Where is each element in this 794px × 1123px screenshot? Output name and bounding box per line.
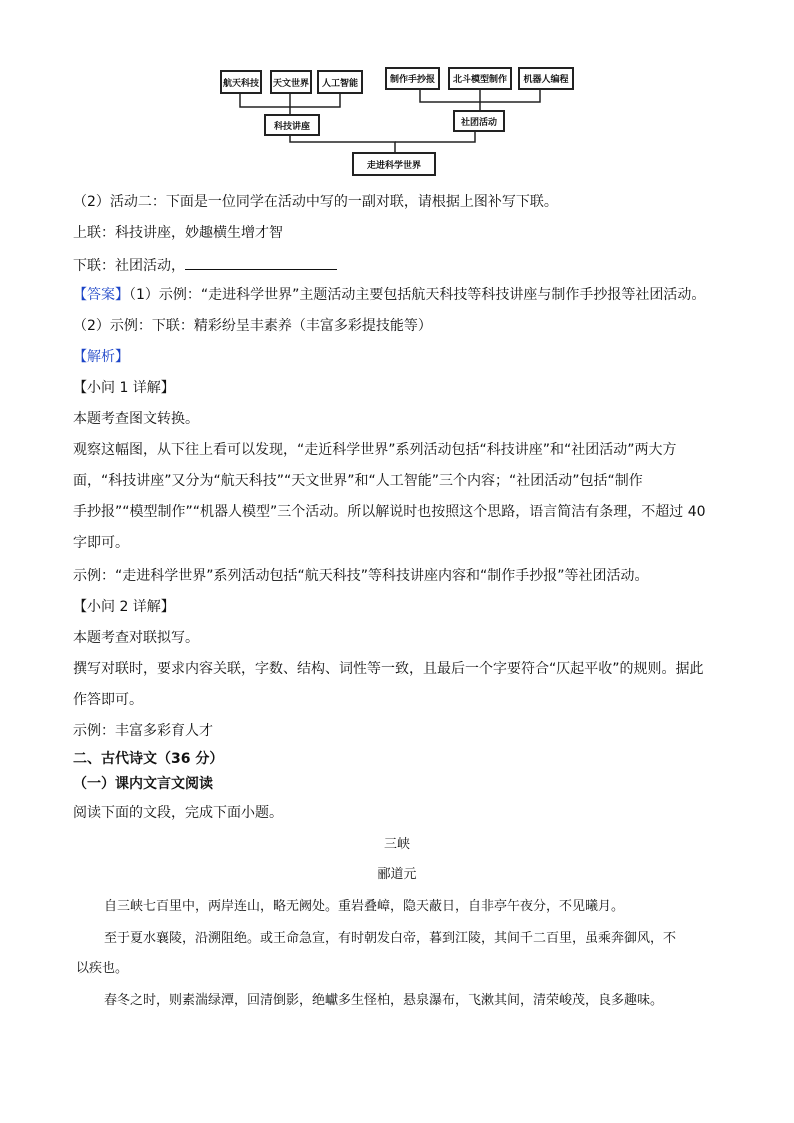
upper-couplet: 上联：科技讲座，妙趣横生增才智 (73, 225, 283, 241)
passage-paragraph-2b: 以疾也。 (76, 961, 129, 976)
question-2: （2）活动二：下面是一位同学在活动中写的一副对联，请根据上图补写下联。 (73, 194, 558, 210)
reading-instruction: 阅读下面的文段，完成下面小题。 (73, 805, 283, 821)
answer-line-1 (73, 286, 723, 304)
node-ai: 人工智能 (317, 70, 363, 94)
s2-line-4: 示例：丰富多彩育人才 (73, 723, 213, 739)
analysis-tag: 【解析】 (73, 349, 129, 365)
node-club: 社团活动 (453, 110, 505, 132)
answer-line-2: （2）示例：下联：精彩纷呈丰素养（丰富多彩提技能等） (73, 318, 432, 334)
s1-line-4: 手抄报”“模型制作”“机器人模型”三个活动。所以解说时也按照这个思路，语言简洁有条理，不超过 40 (73, 504, 706, 520)
s2-line-3: 作答即可。 (73, 692, 143, 708)
lower-couplet (73, 255, 723, 275)
node-astronomy: 天文世界 (270, 70, 312, 94)
sub-question-1-header: 【小问 1 详解】 (73, 380, 175, 396)
s1-line-3: 面，“科技讲座”又分为“航天科技”“天文世界”和“人工智能”三个内容；“社团活动”包括“制作 (73, 473, 643, 489)
node-root: 走进科学世界 (352, 152, 436, 176)
s1-line-5: 字即可。 (73, 535, 129, 551)
passage-paragraph-3: 春冬之时，则素湍绿潭，回清倒影，绝巘多生怪柏，悬泉瀑布，飞漱其间，清荣峻茂，良多趣味。 (104, 993, 664, 1008)
s2-line-1: 本题考查对联拟写。 (73, 630, 199, 646)
s2-line-2: 撰写对联时，要求内容关联，字数、结构、词性等一致，且最后一个字要符合“仄起平收”的规则。据此 (73, 661, 704, 677)
passage-paragraph-1: 自三峡七百里中，两岸连山，略无阙处。重岩叠嶂，隐天蔽日，自非亭午夜分，不见曦月。 (104, 899, 625, 914)
node-handcopy: 制作手抄报 (385, 67, 440, 90)
passage-author: 郦道元 (377, 867, 417, 882)
node-tech-lecture: 科技讲座 (264, 114, 320, 136)
answer-1-text: （1）示例：“走进科学世界”主题活动主要包括航天科技等科技讲座与制作手抄报等社团活动。 (129, 287, 706, 303)
node-robot: 机器人编程 (518, 67, 574, 90)
answer-tag: 【答案】 (73, 287, 129, 303)
answer-blank[interactable] (185, 255, 337, 270)
section-2-heading: 二、古代诗文（36 分） (73, 751, 224, 767)
node-beidou: 北斗模型制作 (448, 67, 512, 90)
passage-title: 三峡 (383, 837, 410, 852)
activity-tree-diagram (200, 62, 600, 187)
passage-paragraph-2a: 至于夏水襄陵，沿溯阻绝。或王命急宣，有时朝发白帝，暮到江陵，其间千二百里，虽乘奔御风，不 (104, 931, 677, 946)
section-2-1-heading: （一）课内文言文阅读 (73, 776, 213, 792)
node-aerospace: 航天科技 (220, 70, 262, 94)
s1-line-6: 示例：“走进科学世界”系列活动包括“航天科技”等科技讲座内容和“制作手抄报”等社团活动。 (73, 568, 649, 584)
s1-line-1: 本题考查图文转换。 (73, 411, 199, 427)
lower-couplet-prefix: 下联：社团活动， (73, 258, 185, 274)
sub-question-2-header: 【小问 2 详解】 (73, 599, 175, 615)
s1-line-2: 观察这幅图，从下往上看可以发现，“走近科学世界”系列活动包括“科技讲座”和“社团活动”两大方 (73, 442, 677, 458)
